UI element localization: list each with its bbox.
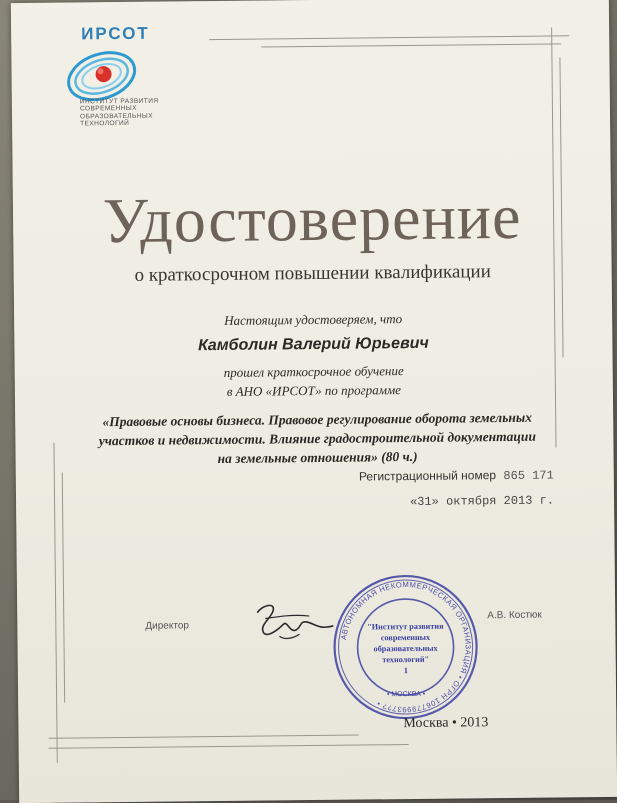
footer-city-year: Москва • 2013 (403, 715, 489, 732)
frame-line-bottom-2 (49, 744, 409, 749)
director-label: Директор (145, 620, 189, 632)
certify-text: Настоящим удостоверяем, что (224, 311, 403, 328)
stamp-center-line-2: современных (380, 632, 431, 643)
certificate-subtitle: о краткосрочном повышении квалификации (134, 261, 491, 286)
certificate-title: Удостоверение (102, 180, 522, 257)
registration-label: Регистрационный номер (358, 468, 497, 484)
stamp-center-line-1: "Институт развития (367, 621, 444, 632)
stamp-ring-text: АВТОНОМНАЯ НЕКОММЕРЧЕСКАЯ ОРГАНИЗАЦИЯ • ОГРН 1067799937?? • (339, 580, 473, 715)
frame-line-left-2 (62, 473, 65, 703)
certificate-paper (11, 0, 617, 803)
organization-text: в АНО «ИРСОТ» по программе (226, 382, 402, 399)
stamp-bottom-text: • МОСКВА • (386, 690, 426, 699)
irsot-logo (63, 23, 173, 128)
stamp-center-line-3: образовательных (373, 643, 438, 654)
organization-stamp (330, 571, 482, 723)
stamp-center-number: 1 (403, 666, 408, 676)
issue-date: «31» октября 2013 г. (409, 493, 555, 509)
registration-number: 865 171 (503, 468, 554, 484)
recipient-name: Камболин Валерий Юрьевич (197, 334, 429, 355)
program-title: «Правовые основы бизнеса. Правовое регулирование оборота земельных участков и недвижимости. Влияние градостроительной документации на земельные отношения» (80 ч.) (98, 409, 536, 467)
stamp-center-line-4: технологий" (382, 654, 430, 665)
frame-line-top-1 (209, 35, 569, 40)
director-name: А.В. Костюк (487, 609, 542, 622)
logo-brand-text: ИРСОТ (81, 23, 150, 44)
frame-line-left-1 (53, 443, 57, 763)
frame-line-top-2 (261, 43, 561, 47)
frame-line-bottom-1 (49, 735, 359, 739)
training-text: прошел краткосрочное обучение (223, 363, 404, 380)
logo-caption: ИНСТИТУТ РАЗВИТИЯ СОВРЕМЕННЫХ ОБРАЗОВАТЕЛЬНЫХ ТЕХНОЛОГИЙ (79, 97, 159, 128)
registration-line (359, 467, 554, 484)
director-signature (249, 598, 340, 649)
